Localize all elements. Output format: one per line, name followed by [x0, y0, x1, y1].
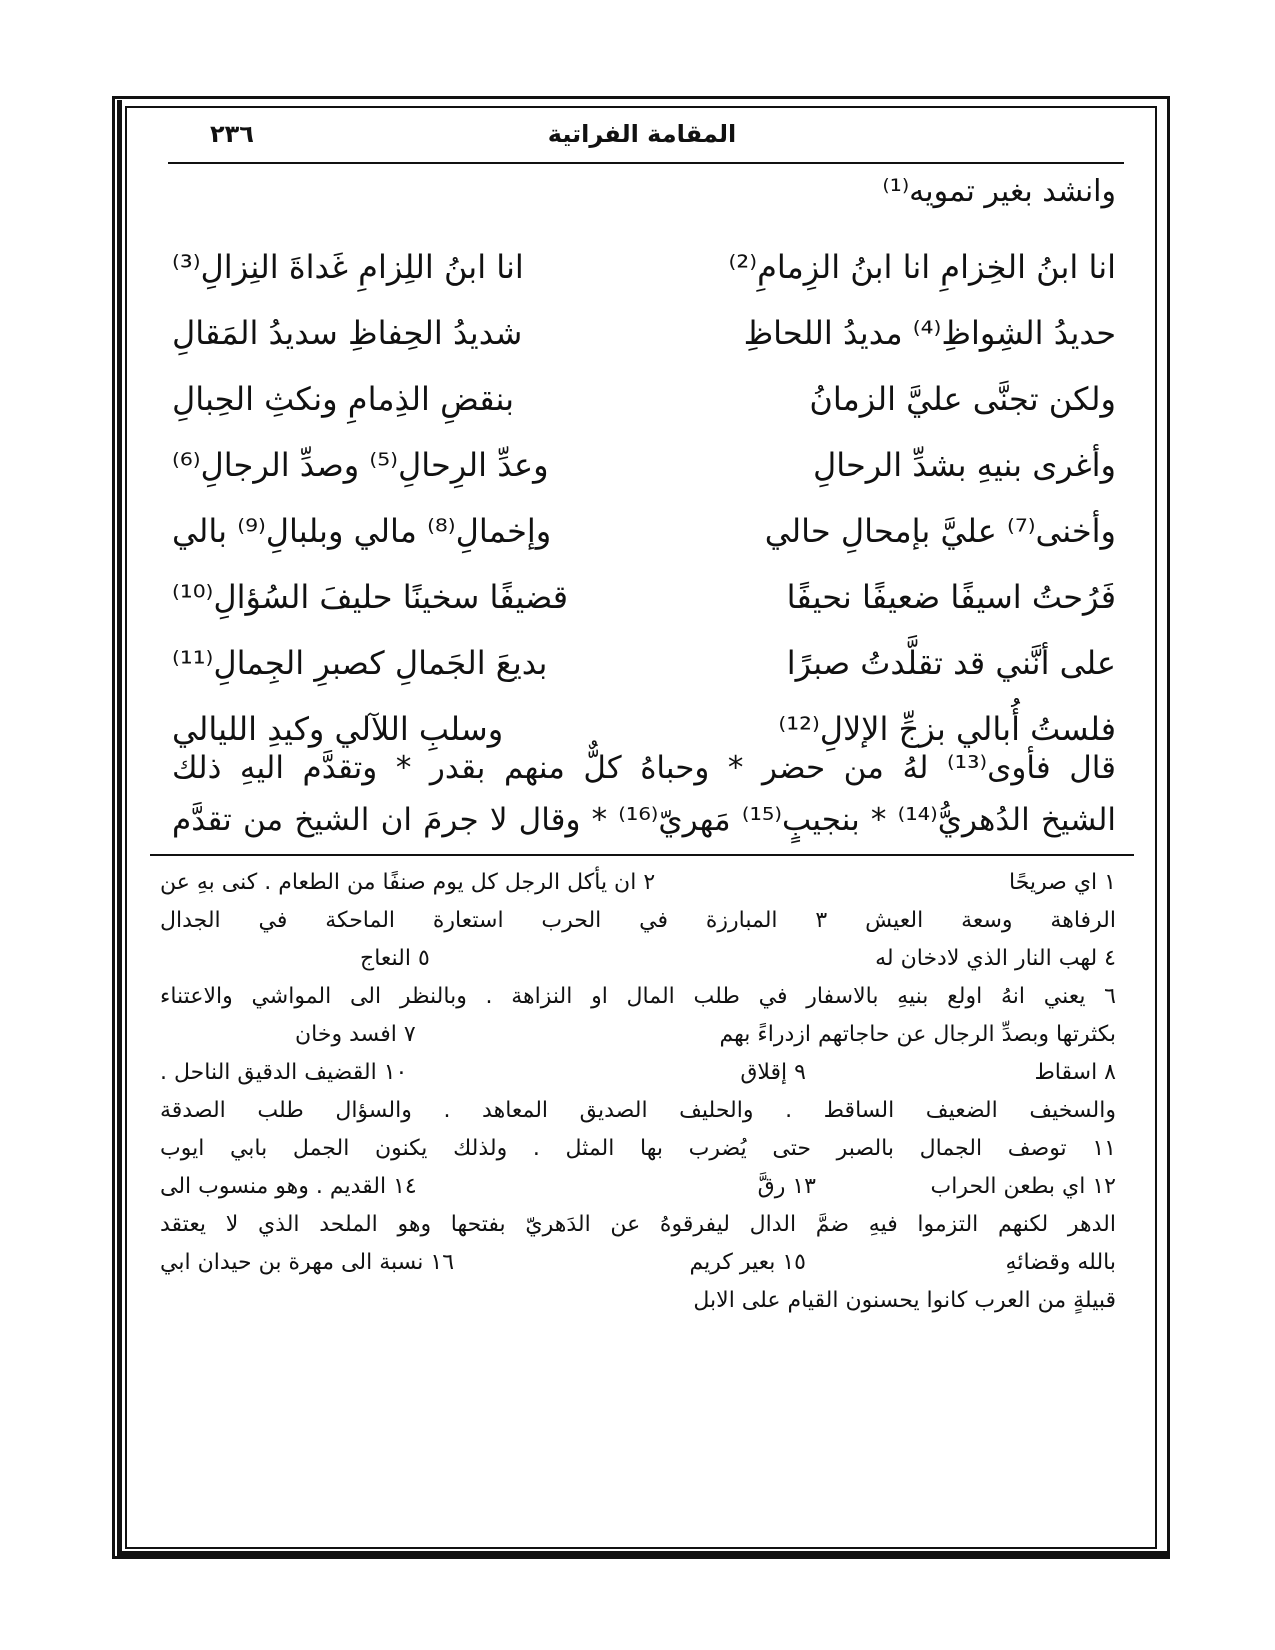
poem [172, 234, 1116, 762]
footnote-line [160, 1168, 1116, 1206]
verse-second-hemistich: انا ابنُ اللِزامِ غَداةَ النِزالِ⁽³⁾ [172, 248, 524, 286]
verse-line [172, 366, 1116, 432]
verse-first-hemistich: حديدُ الشِواظِ⁽⁴⁾ مديدُ اللحاظِ [743, 314, 1116, 352]
footnote-entry: ١٢ اي بطعن الحراب [930, 1174, 1116, 1199]
verse-first-hemistich: فَرُحتُ اسيفًا ضعيفًا نحيفًا [786, 578, 1116, 616]
footnote-entry: ١ اي صريحًا [1009, 870, 1116, 895]
header-rule [168, 162, 1124, 164]
footnote-line [160, 1016, 1116, 1054]
verse-first-hemistich: ولكن تجنَّى عليَّ الزمانُ [809, 380, 1116, 418]
footnote-entry: ٥ النعاج [360, 946, 430, 971]
narrative-line: الشيخ الدُهريُّ⁽¹⁴⁾ * بنجيبٍ⁽¹⁵⁾ مَهريّ⁽¹⁶⁾ * وقال لا جرمَ ان الشيخ من تقدَّم [172, 802, 1116, 838]
narrative-paragraph [172, 742, 1116, 846]
narrative-line: قال فأوى⁽¹³⁾ لهُ من حضر * وحباهُ كلٌّ منهم بقدر * وتقدَّم اليهِ ذلك [172, 750, 1116, 786]
footnote-entry: ١٠ القضيف الدقيق الناحل . [160, 1060, 408, 1085]
footnotes [160, 864, 1116, 1320]
verse-second-hemistich: بنقضِ الذِمامِ ونكثِ الحِبالِ [172, 380, 515, 418]
footnote-line [160, 1282, 1116, 1320]
footnote-entry: ٧ افسد وخان [295, 1022, 416, 1047]
footnote-entry: ١٦ نسبة الى مهرة بن حيدان ابي [160, 1250, 455, 1275]
footnote-entry: ١٤ القديم . وهو منسوب الى [160, 1174, 417, 1199]
page-border-shadow-left [117, 100, 122, 1555]
verse-line [172, 234, 1116, 300]
verse-second-hemistich: وإخمالِ⁽⁸⁾ مالي وبلبالِ⁽⁹⁾ بالي [172, 512, 552, 550]
verse-line [172, 630, 1116, 696]
verse-line [172, 498, 1116, 564]
footnote-entry: بكثرتها وبصدِّ الرجال عن حاجاتهم ازدراءً بهم [719, 1022, 1116, 1047]
footnote-line [160, 864, 1116, 902]
footnote-line: ٦ يعني انهُ اولع بنيهِ بالاسفار في طلب المال او النزاهة . وبالنظر الى المواشي والاعتناء [160, 984, 1116, 1009]
footnote-entry: ١٥ بعير كريم [689, 1250, 806, 1275]
verse-first-hemistich: على أنَّني قد تقلَّدتُ صبرًا [786, 644, 1116, 682]
verse-second-hemistich: وسلبِ اللآلي وكيدِ الليالي [172, 710, 504, 748]
page-number: ٢٣٦ [210, 120, 254, 148]
footnote-entry: ١٣ رقَّ [757, 1174, 816, 1199]
footnote-line: الدهر لكنهم التزموا فيهِ ضمَّ الدال ليفرقوهُ عن الدَهريّ بفتحها وهو الملحد الذي لا يعتقد [160, 1212, 1116, 1237]
footnote-line: ١١ توصف الجمال بالصبر حتى يُضرب بها المثل . ولذلك يكنون الجمل بابي ايوب [160, 1136, 1116, 1161]
footnote-entry: ٨ اسقاط [1034, 1060, 1116, 1085]
footnote-entry: ٢ ان يأكل الرجل كل يوم صنفًا من الطعام . كنى بهِ عن [160, 870, 656, 895]
verse-second-hemistich: قضيفًا سخينًا حليفَ السُؤالِ⁽¹⁰⁾ [172, 578, 569, 616]
footnote-entry: قبيلةٍ من العرب كانوا يحسنون القيام على الابل [693, 1288, 1116, 1313]
verse-second-hemistich: شديدُ الحِفاظِ سديدُ المَقالِ [172, 314, 523, 352]
running-title: المقامة الفراتية [547, 120, 737, 148]
running-head [150, 120, 1134, 154]
verse-line [172, 432, 1116, 498]
footnote-entry: ٤ لهب النار الذي لادخان له [875, 946, 1116, 971]
verse-second-hemistich: وعدِّ الرِحالِ⁽⁵⁾ وصدِّ الرجالِ⁽⁶⁾ [172, 446, 549, 484]
verse-line [172, 300, 1116, 366]
verse-first-hemistich: وأخنى⁽⁷⁾ عليَّ بإمحالِ حالي [764, 512, 1116, 550]
poem-intro: وانشد بغير تمويه⁽¹⁾ [882, 174, 1116, 209]
verse-first-hemistich: انا ابنُ الخِزامِ انا ابنُ الزِمامِ⁽²⁾ [728, 248, 1116, 286]
footnotes-rule [150, 854, 1134, 856]
footnote-line [160, 940, 1116, 978]
footnote-line: والسخيف الضعيف الساقط . والحليف الصديق المعاهد . والسؤال طلب الصدقة [160, 1098, 1116, 1123]
footnote-entry: بالله وقضائهِ [1005, 1250, 1116, 1275]
footnote-line: الرفاهة وسعة العيش ٣ المبارزة في الحرب استعارة الماحكة في الجدال [160, 908, 1116, 933]
footnote-line [160, 1054, 1116, 1092]
verse-line [172, 564, 1116, 630]
footnote-line [160, 1244, 1116, 1282]
verse-first-hemistich: وأغرى بنيهِ بشدِّ الرحالِ [813, 446, 1116, 484]
book-page [150, 112, 1134, 1532]
footnote-entry: ٩ إقلاق [740, 1060, 806, 1085]
verse-first-hemistich: فلستُ أُبالي بزجِّ الإلالِ⁽¹²⁾ [778, 710, 1116, 748]
page-border-shadow-bottom [117, 1551, 1167, 1556]
verse-second-hemistich: بديعَ الجَمالِ كصبرِ الجِمالِ⁽¹¹⁾ [172, 644, 548, 682]
